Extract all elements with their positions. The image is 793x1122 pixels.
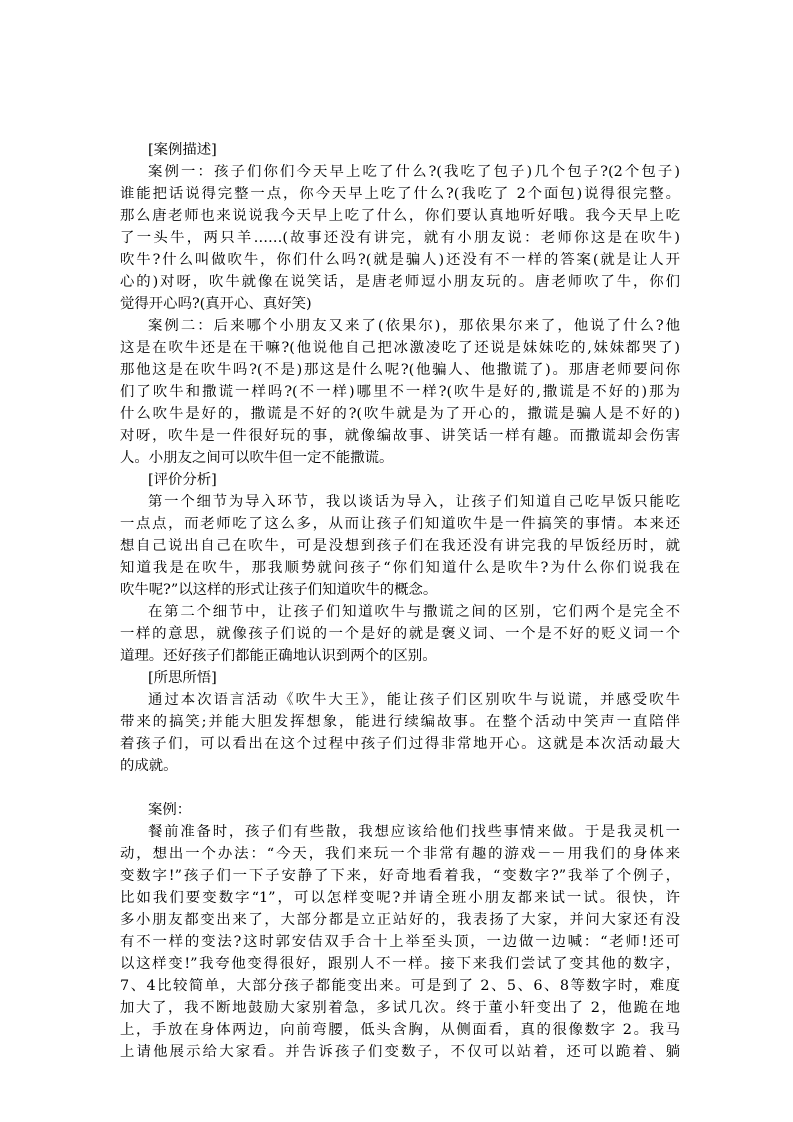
paragraph-line: 人。小朋友之间可以吹牛但一定不能撒谎。 [120, 450, 394, 466]
paragraph-line: 动，想出一个办法：“今天，我们来玩一个非常有趣的游戏－－用我们的身体来 [120, 846, 680, 862]
section-heading-evaluation: [评价分析] [148, 472, 217, 488]
paragraph-line: 了一头牛，两只羊……(故事还没有讲完，就有小朋友说：老师你这是在吹牛) [120, 230, 680, 246]
paragraph-line: 7、4比较简单，大部分孩子都能变出来。可是到了 2、5、6、8等数字时，难度 [120, 978, 680, 994]
paragraph-line: 一样的意思，就像孩子们说的一个是好的就是褒义词、一个是不好的贬义词一个 [120, 626, 680, 642]
paragraph-line: 这是在吹牛还是在干嘛?(他说他自己把冰激凌吃了还说是妹妹吃的,妹妹都哭了) [120, 340, 680, 356]
paragraph-line: 知道我是在吹牛，那我顺势就问孩子“你们知道什么是吹牛?为什么你们说我在 [120, 560, 680, 576]
paragraph-line: 上请他展示给大家看。并告诉孩子们变数子，不仅可以站着，还可以跪着、躺 [120, 1044, 680, 1060]
paragraph-line: 那他这是在吹牛吗?(不是)那这是什么呢?(他骗人、他撒谎了)。那唐老师要问你 [120, 362, 680, 378]
paragraph-line: 道理。还好孩子们都能正确地认识到两个的区别。 [120, 648, 437, 664]
paragraph-line: 加大了，我不断地鼓励大家别着急，多试几次。终于董小轩变出了 2，他跪在地 [120, 1000, 680, 1016]
paragraph-line: 比如我们要变数字“1”，可以怎样变呢?并请全班小朋友都来试一试。很快，许 [120, 890, 680, 906]
paragraph-line: 带来的搞笑;并能大胆发挥想象，能进行续编故事。在整个活动中笑声一直陪伴 [120, 714, 680, 730]
paragraph-line: 以这样变!”我夸他变得很好，跟别人不一样。接下来我们尝试了变其他的数字， [120, 956, 680, 972]
paragraph-line: 餐前准备时，孩子们有些散，我想应该给他们找些事情来做。于是我灵机一 [148, 824, 680, 840]
paragraph-line: 什么吹牛是好的，撒谎是不好的?(吹牛就是为了开心的，撒谎是骗人是不好的) [120, 406, 680, 422]
section-heading-case-description: [案例描述] [148, 142, 217, 158]
paragraph-line: 那么唐老师也来说说我今天早上吃了什么，你们要认真地听好哦。我今天早上吃 [120, 208, 680, 224]
section-heading-reflection: [所思所悟] [148, 670, 217, 686]
paragraph-line: 案例一：孩子们你们今天早上吃了什么?(我吃了包子)几个包子?(2个包子) [148, 164, 680, 180]
paragraph-line: 的成就。 [120, 758, 178, 774]
paragraph-line: 吹牛呢?”以这样的形式让孩子们知道吹牛的概念。 [120, 582, 438, 598]
paragraph-line: 第一个细节为导入环节，我以谈话为导入，让孩子们知道自己吃早饭只能吃 [148, 494, 680, 510]
paragraph-line: 在第二个细节中，让孩子们知道吹牛与撒谎之间的区别，它们两个是完全不 [148, 604, 680, 620]
paragraph-line: 对呀，吹牛是一件很好玩的事，就像编故事、讲笑话一样有趣。而撒谎却会伤害 [120, 428, 680, 444]
paragraph-line: 着孩子们，可以看出在这个过程中孩子们过得非常地开心。这就是本次活动最大 [120, 736, 680, 752]
paragraph-line: 上，手放在身体两边，向前弯腰，低头含胸，从侧面看，真的很像数字 2。我马 [120, 1022, 680, 1038]
paragraph-line: 多小朋友都变出来了，大部分都是立正站好的，我表扬了大家，并问大家还有没 [120, 912, 680, 928]
paragraph-line: 们了吹牛和撒谎一样吗?(不一样)哪里不一样?(吹牛是好的,撒谎是不好的)那为 [120, 384, 680, 400]
paragraph-line: 吹牛?什么叫做吹牛，你们什么吗?(就是骗人)还没有不一样的答案(就是让人开 [120, 252, 680, 268]
paragraph-line: 谁能把话说得完整一点，你今天早上吃了什么?(我吃了 2个面包)说得很完整。 [120, 186, 680, 202]
paragraph-line: 变数字!”孩子们一下子安静了下来，好奇地看着我，“变数字?”我举了个例子， [120, 868, 680, 884]
paragraph-line: 通过本次语言活动《吹牛大王》，能让孩子们区别吹牛与说谎，并感受吹牛 [148, 692, 680, 708]
section-heading-case: 案例： [148, 802, 192, 818]
paragraph-line: 想自己说出自己在吹牛，可是没想到孩子们在我还没有讲完我的早饭经历时，就 [120, 538, 680, 554]
paragraph-line: 案例二：后来哪个小朋友又来了(依果尔)，那依果尔来了，他说了什么?他 [148, 318, 680, 334]
paragraph-line: 觉得开心吗?(真开心、真好笑) [120, 296, 312, 312]
paragraph-line: 一点点，而老师吃了这么多，从而让孩子们知道吹牛是一件搞笑的事情。本来还 [120, 516, 680, 532]
paragraph-line: 心的)对呀，吹牛就像在说笑话，是唐老师逗小朋友玩的。唐老师吹了牛，你们 [120, 274, 680, 290]
paragraph-line: 有不一样的变法?这时郭安佶双手合十上举至头顶，一边做一边喊：“老师!还可 [120, 934, 680, 950]
